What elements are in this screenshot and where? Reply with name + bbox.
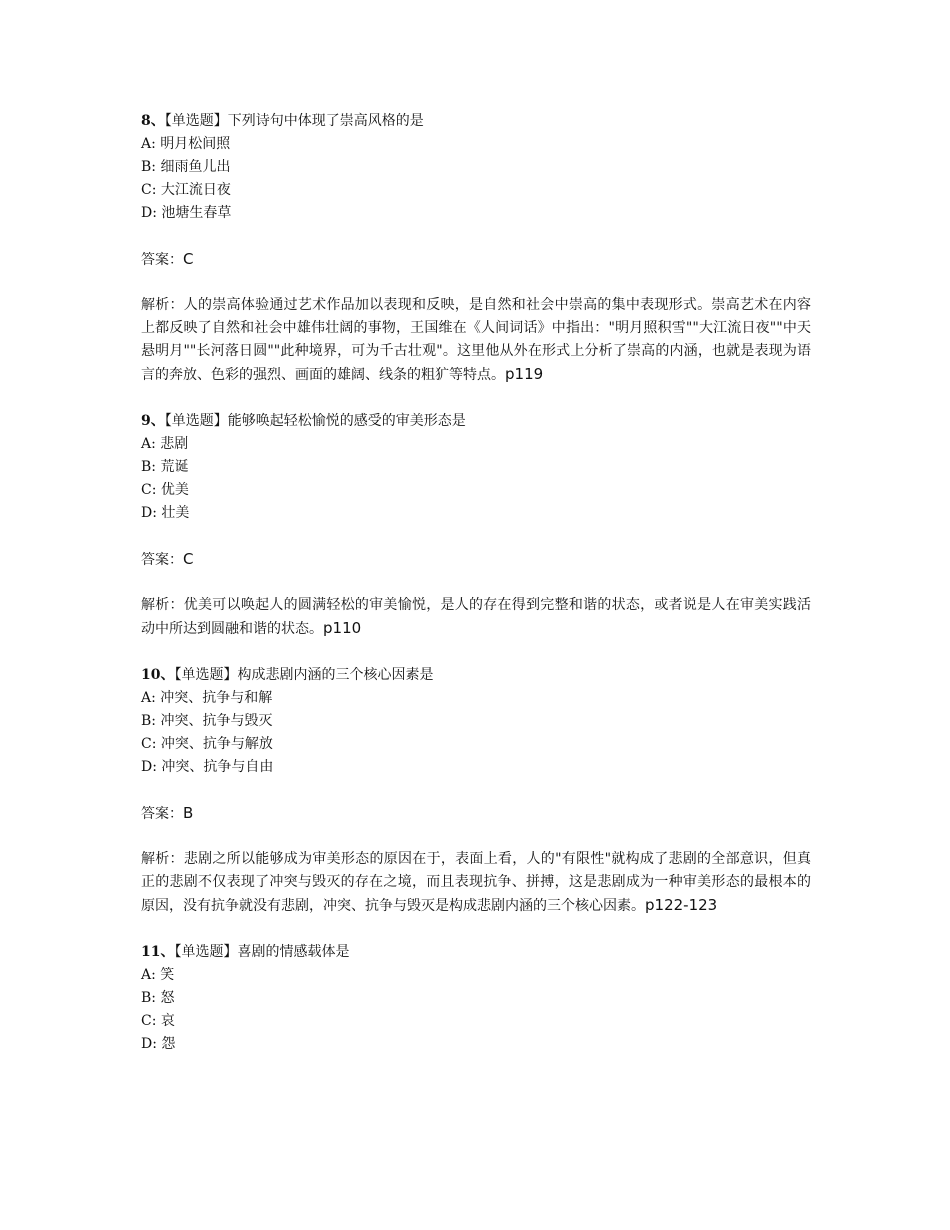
option-b: B: 荒诞: [141, 459, 189, 475]
option-a: A: 笑: [141, 967, 175, 983]
analysis: [141, 294, 811, 387]
option-d: D: 池塘生春草: [141, 205, 232, 221]
analysis: [141, 594, 811, 641]
option-a: A: 冲突、抗争与和解: [141, 690, 273, 706]
analysis-text: 解析：悲剧之所以能够成为审美形态的原因在于，表面上看，人的"有限性"就构成了悲剧的全部意识，但真正的悲剧不仅表现了冲突与毁灭的存在之境，而且表现抗争、拼搏，这是悲剧成为一种审美形态的最根本的原因，没有抗争就没有悲剧，冲突、抗争与毁灭是构成悲剧内涵的三个核心因素。: [141, 851, 811, 914]
analysis-text: 解析：人的崇高体验通过艺术作品加以表现和反映，是自然和社会中崇高的集中表现形式。崇高艺术在内容上都反映了自然和社会中雄伟壮阔的事物，王国维在《人间词话》中指出："明月照积雪""大江流日夜""中天悬明月""长河落日圆""此种境界，可为千古壮观"。这里他从外在形式上分析了崇高的内涵，也就是表现为语言的奔放、色彩的强烈、画面的雄阔、线条的粗犷等特点。: [141, 297, 811, 383]
question-number: 9、: [141, 413, 165, 429]
answer-value: C: [183, 550, 194, 568]
page-reference: p110: [323, 619, 362, 637]
answer-value: B: [183, 804, 194, 822]
page-reference: p122-123: [645, 896, 718, 914]
question-type: 【单选题】: [174, 944, 238, 960]
answer-label: 答案：: [141, 552, 183, 568]
option-a: A: 悲剧: [141, 436, 189, 452]
question-stem: 喜剧的情感载体是: [237, 944, 350, 960]
option-d: D: 冲突、抗争与自由: [141, 759, 274, 775]
option-d: D: 怨: [141, 1036, 176, 1052]
analysis: [141, 848, 811, 918]
question-9: [141, 410, 811, 641]
option-b: B: 细雨鱼儿出: [141, 159, 231, 175]
option-b: B: 冲突、抗争与毁灭: [141, 713, 273, 729]
option-c: C: 大江流日夜: [141, 182, 231, 198]
answer-label: 答案：: [141, 252, 183, 268]
question-title: [141, 410, 811, 433]
option-c: C: 优美: [141, 482, 189, 498]
question-type: 【单选题】: [164, 413, 228, 429]
question-stem: 下列诗句中体现了崇高风格的是: [227, 113, 424, 129]
answer-line: [141, 548, 811, 571]
answer-label: 答案：: [141, 806, 183, 822]
question-10: [141, 664, 811, 918]
question-stem: 能够唤起轻松愉悦的感受的审美形态是: [227, 413, 466, 429]
question-title: [141, 941, 811, 964]
question-stem: 构成悲剧内涵的三个核心因素是: [237, 667, 434, 683]
question-title: [141, 664, 811, 687]
question-title: [141, 110, 811, 133]
question-type: 【单选题】: [174, 667, 238, 683]
answer-line: [141, 802, 811, 825]
analysis-text: 解析：优美可以唤起人的圆满轻松的审美愉悦，是人的存在得到完整和谐的状态，或者说是人在审美实践活动中所达到圆融和谐的状态。: [141, 597, 811, 637]
question-11: [141, 941, 811, 1056]
question-number: 11、: [141, 944, 175, 960]
option-c: C: 冲突、抗争与解放: [141, 736, 273, 752]
question-8: [141, 110, 811, 387]
answer-line: [141, 248, 811, 271]
option-d: D: 壮美: [141, 505, 190, 521]
option-b: B: 怒: [141, 990, 175, 1006]
document-page: [141, 110, 811, 1056]
question-number: 8、: [141, 113, 165, 129]
option-a: A: 明月松间照: [141, 136, 231, 152]
question-number: 10、: [141, 667, 175, 683]
answer-value: C: [183, 250, 194, 268]
option-c: C: 哀: [141, 1013, 175, 1029]
question-type: 【单选题】: [164, 113, 228, 129]
page-reference: p119: [505, 365, 544, 383]
